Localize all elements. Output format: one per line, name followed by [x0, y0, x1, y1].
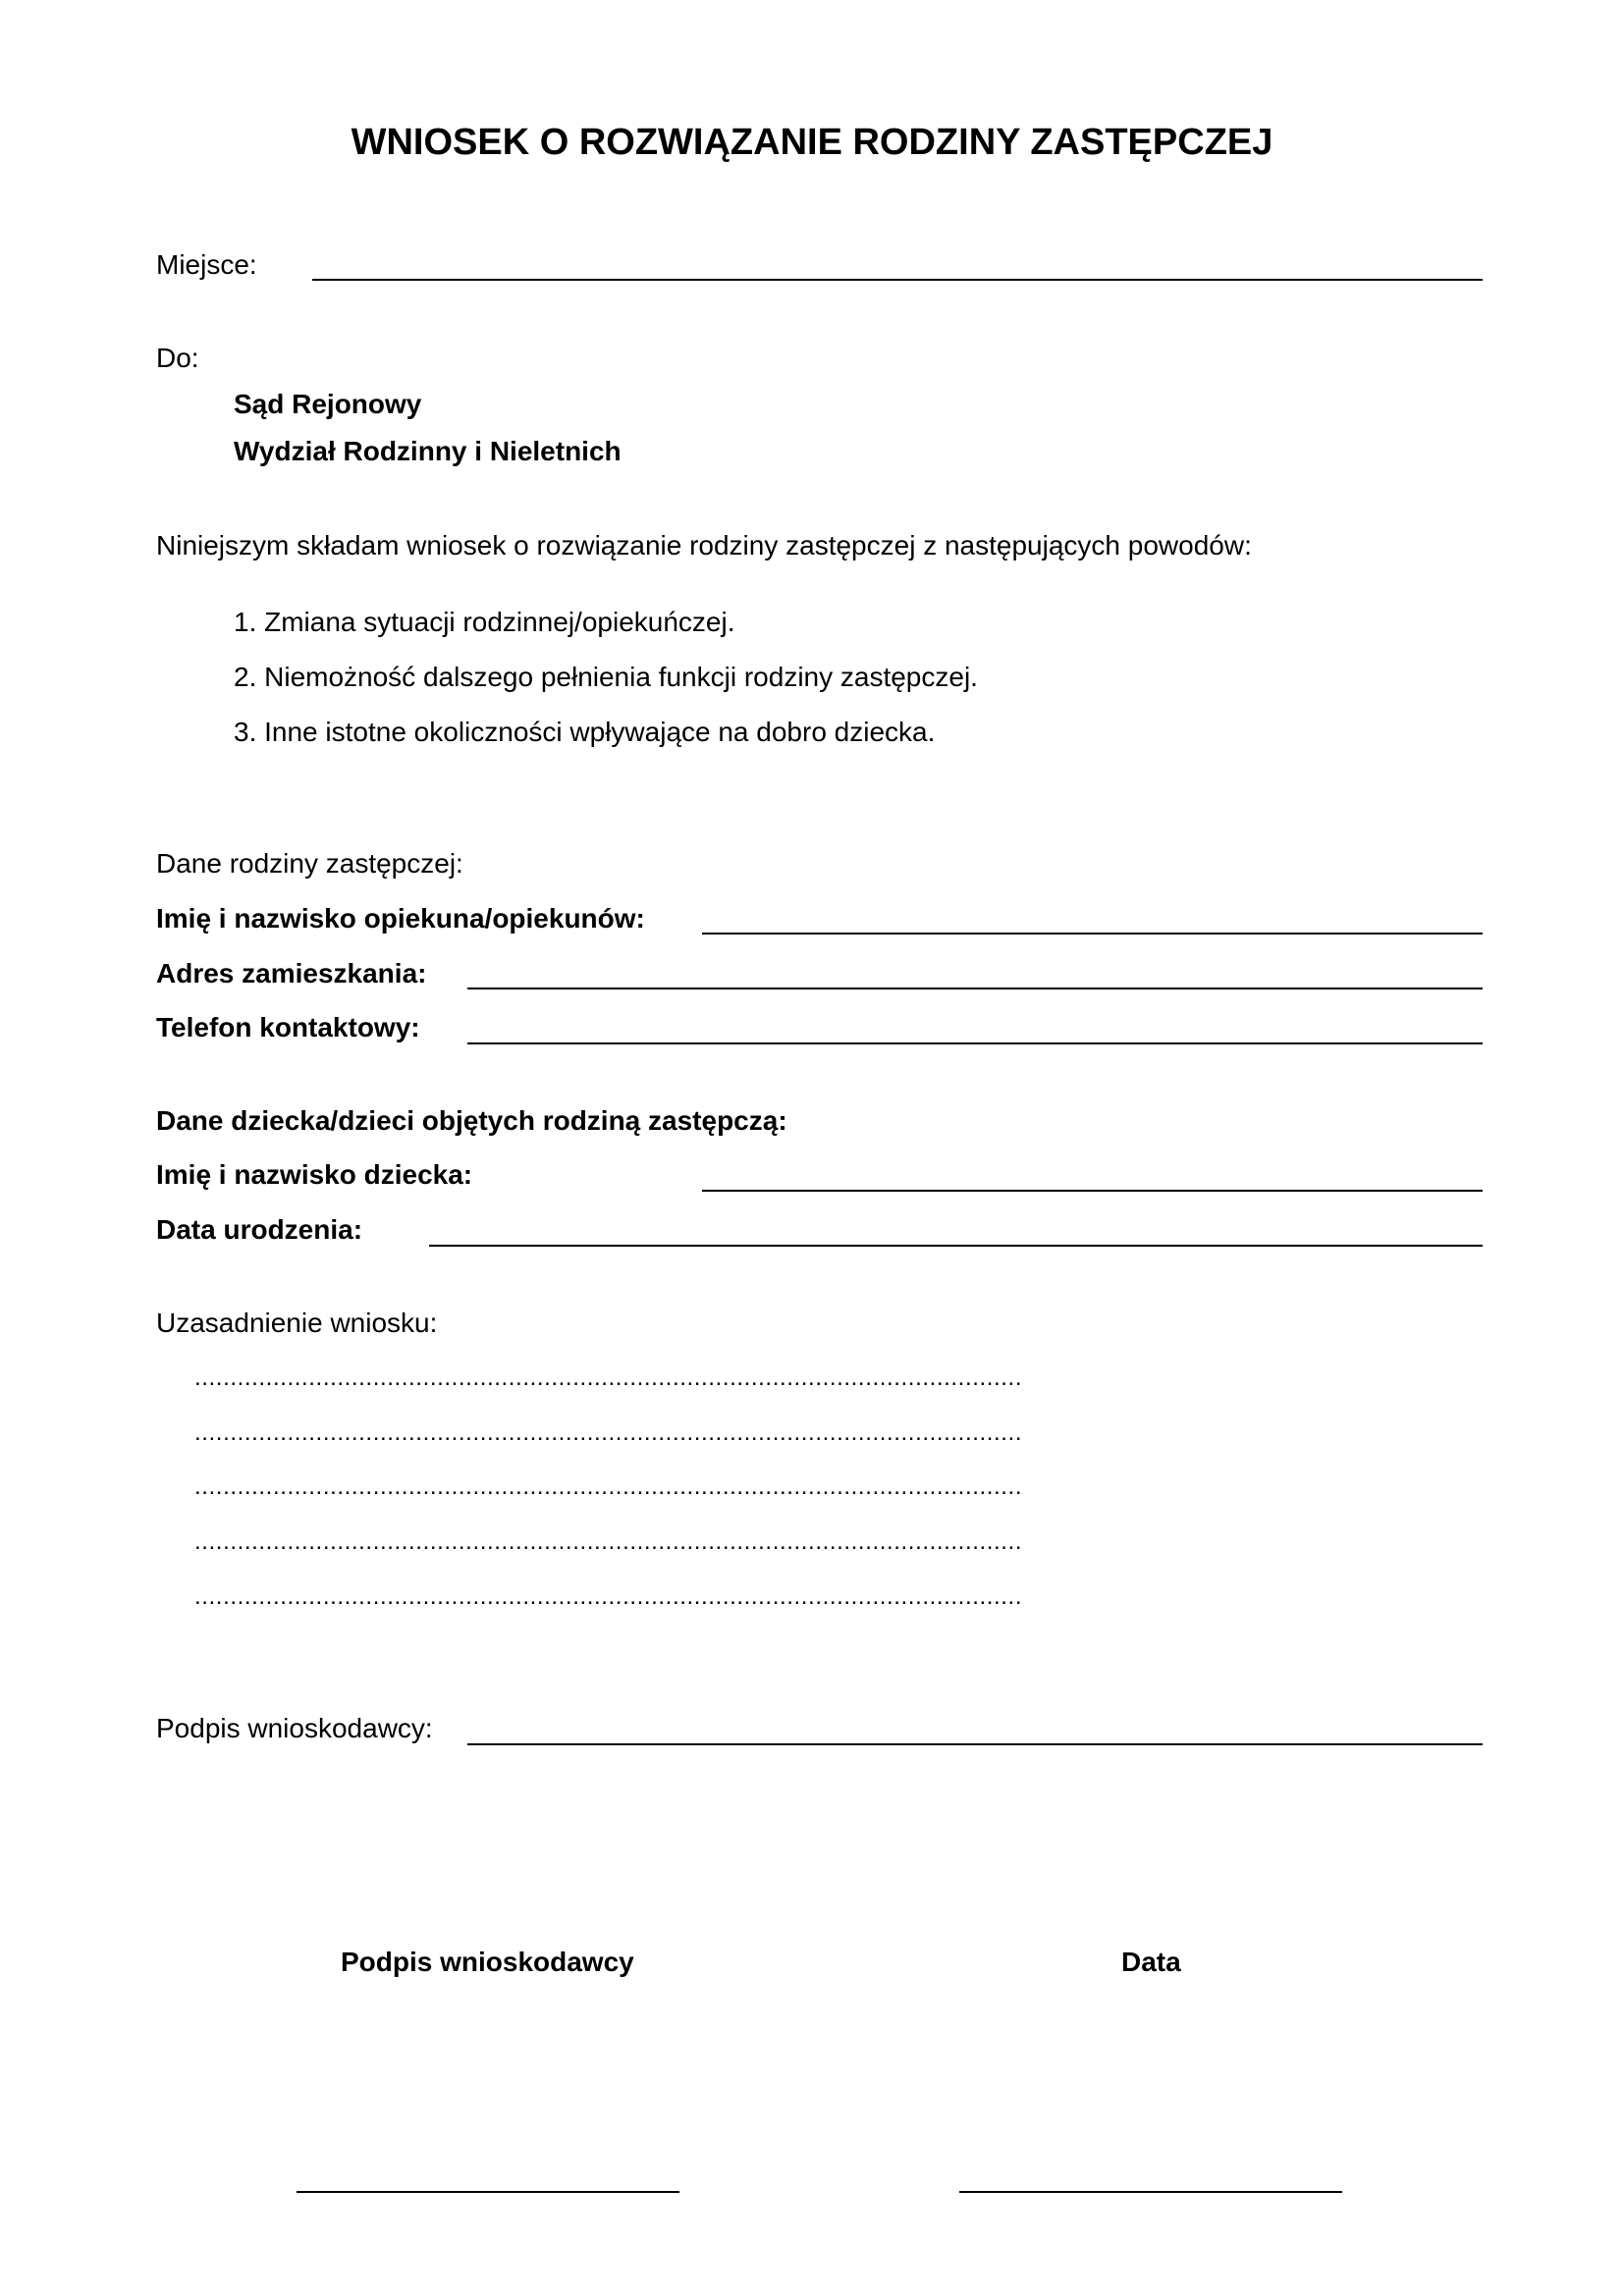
child-section-heading: Dane dziecka/dzieci objętych rodziną zastępczą: [156, 1105, 787, 1136]
reason-item: 2. Niemożność dalszego pełnienia funkcji rodziny zastępczej. [234, 662, 978, 692]
addressee-label: Do: [156, 343, 199, 373]
justification-line[interactable]: .................................................................................................................... [194, 1419, 1023, 1446]
child-name-label: Imię i nazwisko dziecka: [156, 1159, 473, 1190]
place-field[interactable] [312, 279, 1483, 281]
phone-field[interactable] [467, 1042, 1483, 1044]
birth-date-label: Data urodzenia: [156, 1214, 363, 1245]
place-label: Miejsce: [156, 249, 257, 280]
reason-item: 1. Zmiana sytuacji rodzinnej/opiekuńczej. [234, 607, 735, 637]
guardian-name-label: Imię i nazwisko opiekuna/opiekunów: [156, 903, 645, 934]
reason-item: 3. Inne istotne okoliczności wpływające na dobro dziecka. [234, 717, 936, 747]
justification-line[interactable]: .................................................................................................................... [194, 1528, 1023, 1555]
intro-text: Niniejszym składam wniosek o rozwiązanie rodziny zastępczej z następujących powodów: [156, 530, 1252, 561]
justification-line[interactable]: .................................................................................................................... [194, 1473, 1023, 1500]
footer-signature-caption: Podpis wnioskodawcy [341, 1947, 634, 1977]
guardian-name-field[interactable] [702, 933, 1483, 934]
footer-date-line[interactable] [959, 2191, 1342, 2193]
footer-signature-line[interactable] [297, 2191, 679, 2193]
birth-date-field[interactable] [429, 1245, 1483, 1247]
address-label: Adres zamieszkania: [156, 958, 427, 988]
justification-line[interactable]: .................................................................................................................... [194, 1583, 1023, 1610]
footer-date-caption: Data [1121, 1947, 1181, 1977]
signature-field[interactable] [467, 1743, 1483, 1745]
justification-line[interactable]: .................................................................................................................... [194, 1364, 1023, 1391]
justification-label: Uzasadnienie wniosku: [156, 1308, 438, 1338]
signature-label: Podpis wnioskodawcy: [156, 1713, 433, 1743]
phone-label: Telefon kontaktowy: [156, 1012, 420, 1042]
address-field[interactable] [467, 988, 1483, 989]
document-title: WNIOSEK O ROZWIĄZANIE RODZINY ZASTĘPCZEJ [351, 122, 1273, 163]
court-name: Sąd Rejonowy [234, 389, 422, 419]
court-department: Wydział Rodzinny i Nieletnich [234, 436, 622, 466]
foster-section-heading: Dane rodziny zastępczej: [156, 848, 463, 879]
child-name-field[interactable] [702, 1190, 1483, 1192]
